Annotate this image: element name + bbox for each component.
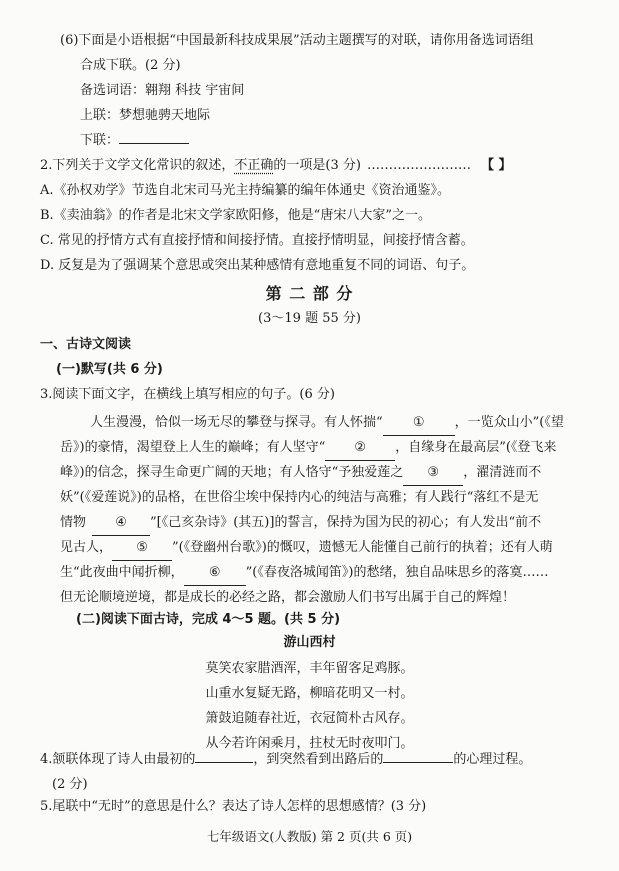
q3-passage-line: 但无论顺境逆境，都是成长的必经之路，都会激励人们书写出属于自己的辉煌！ <box>60 590 516 605</box>
poem-line: 箫鼓追随春社近，衣冠简朴古风存。 <box>205 711 414 726</box>
question-4 <box>40 747 531 797</box>
poem-line: 山重水复疑无路，柳暗花明又一村。 <box>205 686 414 701</box>
q3-text: 岳》)的豪情，渴望登上人生的巅峰；有人坚守“ <box>60 440 326 455</box>
subsection-1-heading: (一)默写(共 6 分) <box>56 362 163 377</box>
q2-option-b: B.《卖油翁》的作者是北宋文学家欧阳修，他是“唐宋八大家”之一。 <box>40 208 431 223</box>
q6-upper-couplet: 上联：梦想驰骋天地际 <box>80 108 211 123</box>
page-footer: 七年级语文(人教版) 第 2 页(共 6 页) <box>206 829 413 844</box>
q3-passage <box>60 410 590 610</box>
q3-text: 情物 <box>60 515 87 530</box>
q3-passage-line <box>60 460 590 485</box>
q6-lower-label: 下联： <box>80 133 120 148</box>
q6-options: 备选词语：翱翔 科技 宇宙间 <box>80 83 245 98</box>
part2-title: 第 二 部 分 <box>265 284 354 303</box>
blank-3[interactable]: ③ <box>403 460 463 486</box>
q3-stem: 3.阅读下面文字，在横线上填写相应的句子。(6 分) <box>40 387 335 402</box>
q6-answer-blank[interactable] <box>119 129 189 144</box>
q3-text: ”[《己亥杂诗》(其五)]的誓言，保持为国为民的初心；有人发出“前不 <box>150 515 542 530</box>
q3-text: ，一览众山小”(《望 <box>454 415 564 430</box>
q3-text: ”(《春夜洛城闻笛》)的愁绪，独自品味思乡的落寞…… <box>245 565 549 580</box>
poem-line: 莫笑农家腊酒浑，丰年留客足鸡豚。 <box>205 661 414 676</box>
q2-option-c: C. 常见的抒情方式有直接抒情和间接抒情。直接抒情明显，间接抒情含蓄。 <box>40 233 474 248</box>
q3-text: 生“此夜曲中闻折柳， <box>60 565 184 580</box>
q4-text: ，到突然看到出路后的 <box>253 752 384 767</box>
q3-passage-line <box>60 410 590 435</box>
blank-2[interactable]: ② <box>325 435 395 461</box>
q6-lower-couplet <box>60 128 534 153</box>
blank-1[interactable]: ① <box>383 410 455 436</box>
question-5: 5.尾联中“无时”的意思是什么？表达了诗人怎样的思想感情？(3 分) <box>40 799 427 814</box>
q3-text: 人生漫漫，恰似一场无尽的攀登与探寻。有人怀揣“ <box>90 415 383 430</box>
poem-body <box>0 656 619 756</box>
q4-score: (2 分) <box>52 777 88 792</box>
q3-passage-line: 妖”(《爱莲说》)的品格，在世俗尘埃中保持内心的纯洁与高雅；有人践行“落红不是无 <box>60 490 539 505</box>
q6-line2: 合成下联。(2 分) <box>80 58 181 73</box>
q3-text: 见古人， <box>60 540 113 555</box>
q6-line1: (6)下面是小语根据“中国最新科技成果展”活动主题撰写的对联，请你用备选词语组 <box>60 33 534 48</box>
blank-6[interactable]: ⑥ <box>184 560 246 586</box>
q4-text: 的心理过程。 <box>453 752 532 767</box>
q3-passage-line <box>60 510 590 535</box>
q3-text: ，自缘身在最高层”(《登飞来 <box>395 440 557 455</box>
subsection-2-heading: (二)阅读下面古诗，完成 4～5 题。(共 5 分) <box>76 612 341 627</box>
q4-blank-2[interactable] <box>383 748 453 763</box>
q2-dots: …………………… <box>366 158 471 173</box>
q3-text: ，濯清涟而不 <box>463 465 542 480</box>
q3-text: 峰》)的信念，探寻生命更广阔的天地；有人恪守“予独爱莲之 <box>60 465 404 480</box>
q2-stem-post: 的一项是(3 分) <box>273 158 361 173</box>
poem-title: 游山西村 <box>283 635 336 650</box>
q3-text: ”(《登幽州台歌》)的慨叹，遗憾无人能懂自己前行的执着；还有人萌 <box>172 540 553 555</box>
q4-stem <box>40 747 531 772</box>
q3-passage-line <box>60 560 590 585</box>
q2-stem <box>40 153 512 178</box>
q3-passage-line <box>60 535 590 560</box>
q4-text: 4.颔联体现了诗人由最初的 <box>40 752 196 767</box>
blank-4[interactable]: ④ <box>92 510 150 536</box>
q2-answer-bracket[interactable]: 【 】 <box>480 158 512 173</box>
poem-line: 从今若许闲乘月，拄杖无时夜叩门。 <box>205 736 414 751</box>
part2-subtitle: (3～19 题 55 分) <box>258 311 361 326</box>
question-2 <box>40 153 512 278</box>
q2-stem-emph: 不正确 <box>234 158 274 173</box>
q2-option-d: D. 反复是为了强调某个意思或突出某种感情有意地重复不同的词语、句子。 <box>40 258 475 273</box>
section-heading: 一、古诗文阅读 <box>40 337 132 352</box>
question-6 <box>60 28 534 153</box>
q2-option-a: A.《孙权劝学》节选自北宋司马光主持编纂的编年体通史《资治通鉴》。 <box>40 183 451 198</box>
blank-5[interactable]: ⑤ <box>112 535 172 561</box>
q3-passage-line <box>60 435 590 460</box>
q2-stem-pre: 2.下列关于文学文化常识的叙述， <box>40 158 235 173</box>
q4-blank-1[interactable] <box>195 748 253 763</box>
